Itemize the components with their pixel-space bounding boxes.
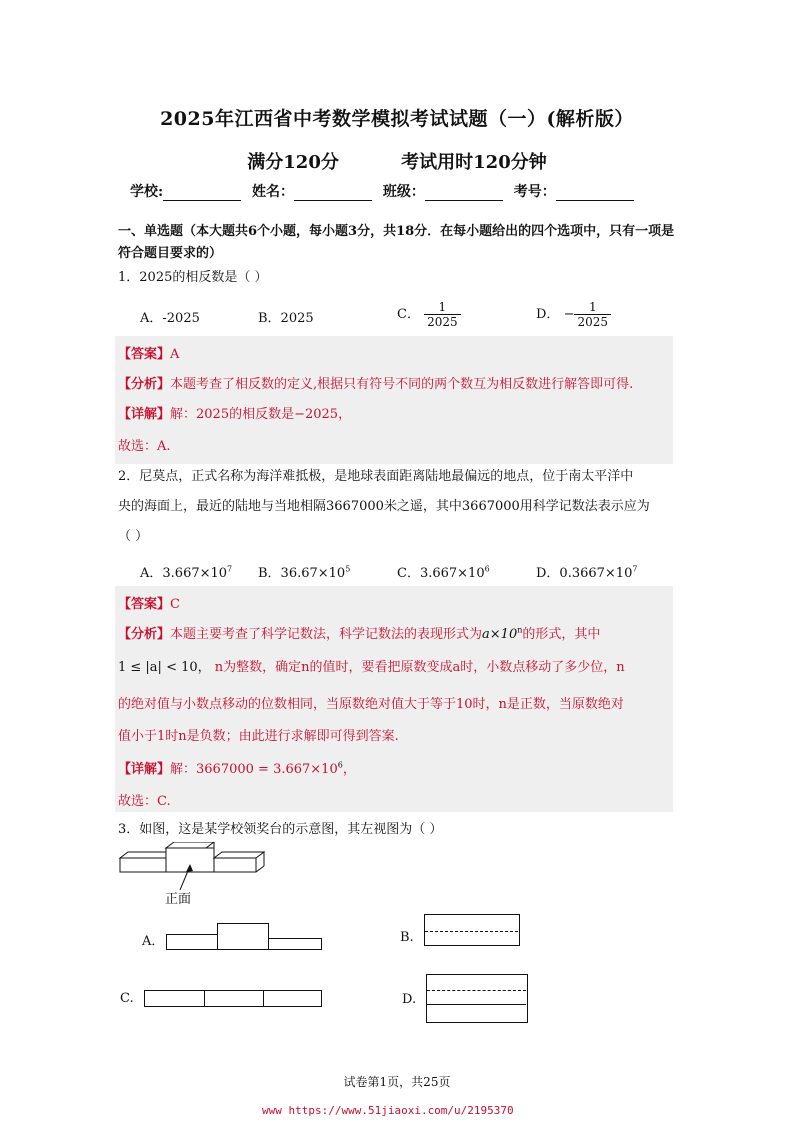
q2-stem <box>118 462 678 552</box>
q3-option-d-solid-line <box>427 1004 526 1005</box>
class-label: 班级： <box>382 184 425 200</box>
q2-stem-line-2: 央的海面上，最近的陆地与当地相隔3667000米之遥，其中3667000用科学记数法表示应为 <box>118 499 650 514</box>
number-label: 考号： <box>513 184 556 200</box>
q2-detail: 【详解】解：$3667000 = 3.667\times 10^6$， <box>118 760 356 777</box>
q1-option-a[interactable]: A．-2025 <box>140 311 200 326</box>
page-title: 2025年江西省中考数学模拟考试试题（一）(解析版） <box>160 108 634 130</box>
page-footer: 试卷第1页，共25页 <box>343 1075 451 1089</box>
q2-solution-box <box>115 586 673 812</box>
q1-answer: 【答案】A <box>118 347 180 362</box>
podium-middle-top <box>166 842 214 848</box>
q1-option-c[interactable] <box>397 300 461 329</box>
q3-option-c-rect-2 <box>204 990 265 1007</box>
number-blank[interactable] <box>556 186 634 201</box>
school-label: 学校: <box>130 184 164 200</box>
q2-option-d[interactable]: D．$0.3667\times 10^7$ <box>536 564 638 581</box>
q1-stem: 1．2025的相反数是（ ） <box>118 270 268 285</box>
name-blank[interactable] <box>294 186 372 201</box>
q3-option-a-label[interactable]: A． <box>142 934 165 949</box>
q3-stem: 3．如图，这是某学校领奖台的示意图，其左视图为（ ） <box>118 822 443 837</box>
school-blank[interactable] <box>163 186 241 201</box>
exam-time: 考试用时120分钟 <box>401 152 547 173</box>
podium-left-top <box>120 852 168 858</box>
q3-option-b-rect <box>424 914 520 946</box>
q3-option-b-label[interactable]: B. <box>400 930 414 945</box>
q1-option-d-label: D． <box>536 307 560 322</box>
q3-option-d-rect <box>426 974 528 1023</box>
q2-stem-line-3: （ ） <box>118 529 149 544</box>
q3-option-c-rect-1 <box>144 990 206 1007</box>
name-label: 姓名： <box>252 184 295 200</box>
student-info-row <box>130 181 640 201</box>
podium-diagram <box>118 842 278 908</box>
q1-option-c-fraction: $\frac{1}{2025}$ <box>424 300 461 329</box>
q2-analysis-line-1: 【分析】本题主要考查了科学记数法，科学记数法的表现形式为$a\times 10^n$的形式，其中 <box>118 625 601 642</box>
front-label: 正面 <box>165 892 192 907</box>
q2-option-a[interactable]: A．$3.667\times 10^7$ <box>140 564 233 581</box>
q1-detail: 【详解】解：2025的相反数是−2025， <box>118 407 352 422</box>
watermark-link[interactable]: www https://www.51jiaoxi.com/u/2195370 <box>262 1104 514 1117</box>
q2-choose: 故选：C. <box>118 794 171 809</box>
podium-right-top <box>214 852 264 858</box>
q3-option-d-label[interactable]: D. <box>402 992 417 1007</box>
q1-option-d-sign: − <box>563 307 575 322</box>
q2-option-c[interactable]: C．$3.667\times 10^6$ <box>397 564 490 581</box>
q1-option-d-fraction: $\frac{1}{2025}$ <box>574 300 611 329</box>
q2-answer: 【答案】C <box>118 597 180 612</box>
podium-left-front <box>120 858 168 872</box>
q2-option-b[interactable]: B．$36.67\times 10^5$ <box>258 564 351 581</box>
q1-analysis: 【分析】本题考查了相反数的定义,根据只有符号不同的两个数互为相反数进行解答即可得. <box>118 377 634 392</box>
class-blank[interactable] <box>425 186 503 201</box>
q2-analysis-line-3: 的绝对值与小数点移动的位数相同，当原数绝对值大于等于10时，n是正数，当原数绝对 <box>118 697 624 712</box>
q1-option-d[interactable] <box>536 300 611 329</box>
full-score: 满分120分 <box>247 152 339 173</box>
podium-right-front <box>214 858 256 872</box>
q3-option-c-rect-3 <box>263 990 322 1007</box>
q1-option-b[interactable]: B．2025 <box>258 311 314 326</box>
q3-option-c-label[interactable]: C. <box>120 991 134 1006</box>
q3-option-b-dashed-line <box>425 931 518 932</box>
q2-analysis-line-2: 1 ≤ |a| < 10， n为整数，确定n的值时，要看把原数变成a时，小数点移动了多少位，n <box>118 660 625 675</box>
q3-option-d-dashed-line <box>427 990 526 991</box>
q1-solution-box <box>115 336 673 464</box>
q3-option-a-left-rect <box>166 934 218 950</box>
q3-option-a-right-rect <box>268 938 322 950</box>
q2-analysis-line-4: 值小于1时n是负数；由此进行求解即可得到答案. <box>118 729 399 744</box>
q3-option-a-middle-rect <box>217 923 269 950</box>
q2-stem-line-1: 2．尼莫点，正式名称为海洋难抵极，是地球表面距离陆地最偏远的地点，位于南太平洋中 <box>118 469 634 484</box>
q1-choose: 故选：A. <box>118 439 171 454</box>
section-heading: 一、单选题（本大题共6个小题，每小题3分，共18分．在每小题给出的四个选项中，只有一项是符合题目要求的） <box>118 224 675 261</box>
q1-option-c-label: C． <box>397 307 420 322</box>
q2-formula: a×10 <box>482 627 518 642</box>
page-subtitle <box>0 148 794 174</box>
